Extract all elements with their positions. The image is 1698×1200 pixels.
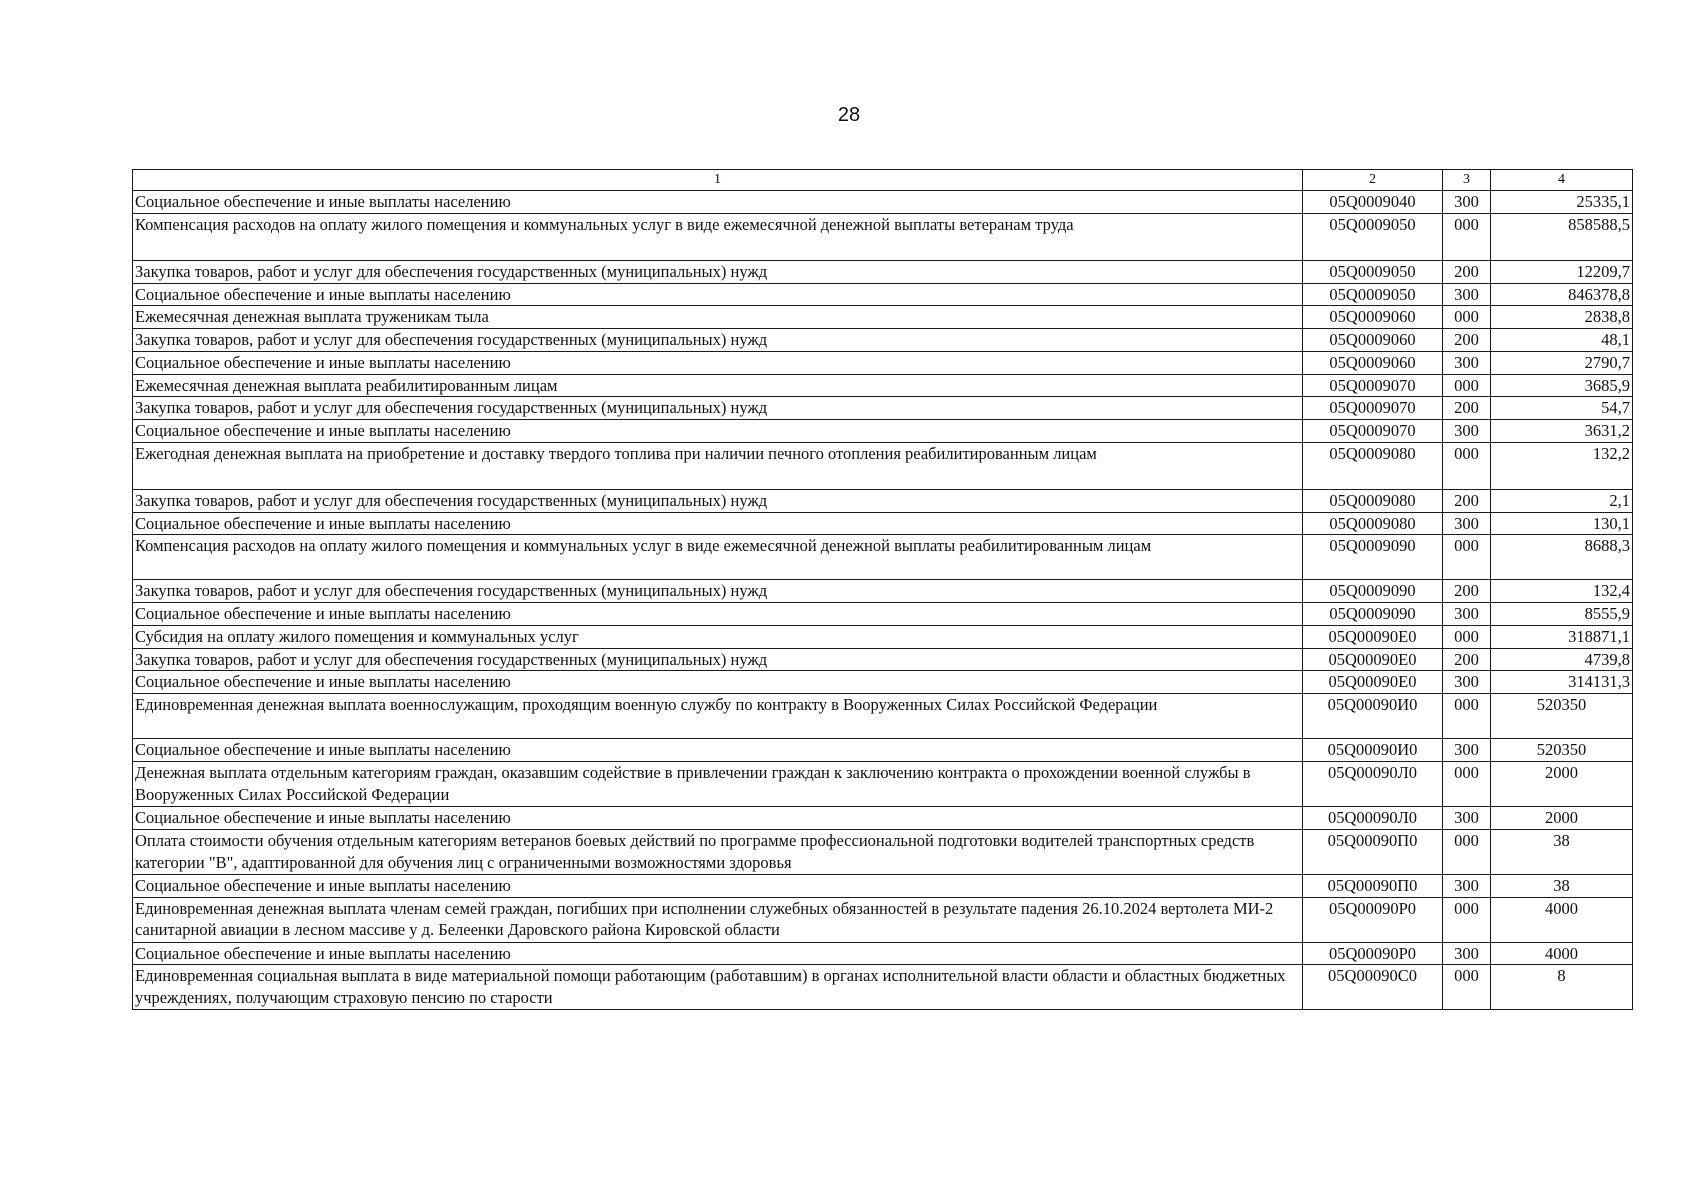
row-name: Социальное обеспечение и иные выплаты населению	[133, 739, 1303, 762]
table-row	[133, 442, 1633, 489]
table-row	[133, 648, 1633, 671]
row-sum: 54,7	[1491, 397, 1633, 420]
row-code: 05Q00090И0	[1303, 739, 1443, 762]
row-code: 05Q00090E0	[1303, 648, 1443, 671]
table-row	[133, 306, 1633, 329]
row-sum: 38	[1491, 829, 1633, 874]
row-code: 05Q0009060	[1303, 329, 1443, 352]
table-row	[133, 762, 1633, 807]
row-sum: 12209,7	[1491, 260, 1633, 283]
row-sum: 520350	[1491, 694, 1633, 739]
table-row	[133, 874, 1633, 897]
row-kind: 300	[1443, 420, 1491, 443]
row-kind: 300	[1443, 739, 1491, 762]
row-kind: 300	[1443, 191, 1491, 214]
row-name: Социальное обеспечение и иные выплаты населению	[133, 671, 1303, 694]
table-row	[133, 739, 1633, 762]
row-kind: 000	[1443, 442, 1491, 489]
row-kind: 200	[1443, 580, 1491, 603]
row-kind: 000	[1443, 694, 1491, 739]
row-kind: 000	[1443, 306, 1491, 329]
row-code: 05Q0009080	[1303, 512, 1443, 535]
row-kind: 300	[1443, 671, 1491, 694]
row-sum: 4000	[1491, 942, 1633, 965]
row-sum: 3685,9	[1491, 374, 1633, 397]
row-sum: 318871,1	[1491, 625, 1633, 648]
table-row	[133, 829, 1633, 874]
table-row	[133, 213, 1633, 260]
table-row	[133, 694, 1633, 739]
row-name: Социальное обеспечение и иные выплаты населению	[133, 283, 1303, 306]
row-code: 05Q00090Л0	[1303, 807, 1443, 830]
row-name: Социальное обеспечение и иные выплаты населению	[133, 942, 1303, 965]
row-code: 05Q0009090	[1303, 603, 1443, 626]
row-kind: 300	[1443, 874, 1491, 897]
table-row	[133, 260, 1633, 283]
row-code: 05Q0009070	[1303, 397, 1443, 420]
row-name: Единовременная денежная выплата членам семей граждан, погибших при исполнении служебных обязанностей в результате падения 26.10.2024 вертолета МИ-2 санитарной авиации в лесном массиве у д. Белеенки Даровского района Кировской области	[133, 897, 1303, 942]
row-sum: 3631,2	[1491, 420, 1633, 443]
table-row	[133, 671, 1633, 694]
table-row	[133, 420, 1633, 443]
row-kind: 300	[1443, 512, 1491, 535]
row-kind: 000	[1443, 535, 1491, 580]
row-code: 05Q0009060	[1303, 351, 1443, 374]
row-sum: 132,2	[1491, 442, 1633, 489]
row-sum: 314131,3	[1491, 671, 1633, 694]
row-code: 05Q0009050	[1303, 260, 1443, 283]
row-code: 05Q00090П0	[1303, 874, 1443, 897]
row-code: 05Q0009050	[1303, 283, 1443, 306]
row-sum: 846378,8	[1491, 283, 1633, 306]
column-header-sum: 4	[1491, 170, 1633, 191]
row-code: 05Q0009060	[1303, 306, 1443, 329]
row-sum: 2000	[1491, 762, 1633, 807]
table-row	[133, 603, 1633, 626]
table-row	[133, 351, 1633, 374]
row-sum: 8555,9	[1491, 603, 1633, 626]
row-name: Социальное обеспечение и иные выплаты населению	[133, 191, 1303, 214]
table-row	[133, 191, 1633, 214]
row-kind: 000	[1443, 897, 1491, 942]
row-kind: 000	[1443, 374, 1491, 397]
row-sum: 8	[1491, 965, 1633, 1010]
row-kind: 000	[1443, 213, 1491, 260]
table-row	[133, 535, 1633, 580]
table-row	[133, 329, 1633, 352]
row-name: Социальное обеспечение и иные выплаты населению	[133, 512, 1303, 535]
row-code: 05Q0009070	[1303, 420, 1443, 443]
row-sum: 48,1	[1491, 329, 1633, 352]
row-code: 05Q00090И0	[1303, 694, 1443, 739]
page-number: 28	[837, 104, 861, 126]
row-sum: 2790,7	[1491, 351, 1633, 374]
row-code: 05Q00090P0	[1303, 897, 1443, 942]
row-code: 05Q0009080	[1303, 489, 1443, 512]
row-code: 05Q00090П0	[1303, 829, 1443, 874]
row-kind: 300	[1443, 603, 1491, 626]
row-code: 05Q00090P0	[1303, 942, 1443, 965]
row-code: 05Q00090E0	[1303, 671, 1443, 694]
row-name: Закупка товаров, работ и услуг для обеспечения государственных (муниципальных) нужд	[133, 580, 1303, 603]
table-row	[133, 625, 1633, 648]
row-kind: 200	[1443, 329, 1491, 352]
row-name: Закупка товаров, работ и услуг для обеспечения государственных (муниципальных) нужд	[133, 260, 1303, 283]
budget-table	[132, 169, 1633, 1010]
row-code: 05Q0009090	[1303, 535, 1443, 580]
table-row	[133, 807, 1633, 830]
column-header-name: 1	[133, 170, 1303, 191]
row-kind: 200	[1443, 397, 1491, 420]
row-name: Оплата стоимости обучения отдельным категориям ветеранов боевых действий по программе профессиональной подготовки водителей транспортных средств категории "В", адаптированной для обучения лиц с ограниченными возможностями здоровья	[133, 829, 1303, 874]
row-sum: 25335,1	[1491, 191, 1633, 214]
row-kind: 200	[1443, 260, 1491, 283]
table-row	[133, 283, 1633, 306]
row-code: 05Q0009070	[1303, 374, 1443, 397]
table-header-row	[133, 170, 1633, 191]
table-row	[133, 397, 1633, 420]
row-sum: 520350	[1491, 739, 1633, 762]
table-row	[133, 580, 1633, 603]
row-name: Денежная выплата отдельным категориям граждан, оказавшим содействие в привлечении граждан к заключению контракта о прохождении военной службы в Вооруженных Силах Российской Федерации	[133, 762, 1303, 807]
table-row	[133, 489, 1633, 512]
row-sum: 4000	[1491, 897, 1633, 942]
row-sum: 132,4	[1491, 580, 1633, 603]
table-row	[133, 374, 1633, 397]
row-sum: 38	[1491, 874, 1633, 897]
row-code: 05Q0009040	[1303, 191, 1443, 214]
row-name: Социальное обеспечение и иные выплаты населению	[133, 420, 1303, 443]
row-name: Закупка товаров, работ и услуг для обеспечения государственных (муниципальных) нужд	[133, 329, 1303, 352]
row-sum: 2000	[1491, 807, 1633, 830]
table-row	[133, 512, 1633, 535]
table-row	[133, 965, 1633, 1010]
row-name: Единовременная денежная выплата военнослужащим, проходящим военную службу по контракту в Вооруженных Силах Российской Федерации	[133, 694, 1303, 739]
row-code: 05Q0009050	[1303, 213, 1443, 260]
row-sum: 130,1	[1491, 512, 1633, 535]
table-row	[133, 897, 1633, 942]
row-code: 05Q00090C0	[1303, 965, 1443, 1010]
row-kind: 300	[1443, 283, 1491, 306]
table-row	[133, 942, 1633, 965]
row-name: Компенсация расходов на оплату жилого помещения и коммунальных услуг в виде ежемесячной денежной выплаты реабилитированным лицам	[133, 535, 1303, 580]
row-kind: 000	[1443, 762, 1491, 807]
row-code: 05Q0009090	[1303, 580, 1443, 603]
row-code: 05Q00090E0	[1303, 625, 1443, 648]
row-name: Закупка товаров, работ и услуг для обеспечения государственных (муниципальных) нужд	[133, 397, 1303, 420]
row-kind: 000	[1443, 625, 1491, 648]
row-kind: 300	[1443, 351, 1491, 374]
row-name: Социальное обеспечение и иные выплаты населению	[133, 351, 1303, 374]
row-kind: 200	[1443, 648, 1491, 671]
row-kind: 000	[1443, 829, 1491, 874]
row-sum: 2838,8	[1491, 306, 1633, 329]
row-code: 05Q0009080	[1303, 442, 1443, 489]
row-name: Социальное обеспечение и иные выплаты населению	[133, 603, 1303, 626]
row-name: Закупка товаров, работ и услуг для обеспечения государственных (муниципальных) нужд	[133, 648, 1303, 671]
row-name: Социальное обеспечение и иные выплаты населению	[133, 807, 1303, 830]
row-sum: 8688,3	[1491, 535, 1633, 580]
column-header-code: 2	[1303, 170, 1443, 191]
row-kind: 000	[1443, 965, 1491, 1010]
row-name: Ежегодная денежная выплата на приобретение и доставку твердого топлива при наличии печного отопления реабилитированным лицам	[133, 442, 1303, 489]
row-kind: 300	[1443, 807, 1491, 830]
row-sum: 2,1	[1491, 489, 1633, 512]
row-name: Ежемесячная денежная выплата реабилитированным лицам	[133, 374, 1303, 397]
row-name: Ежемесячная денежная выплата труженикам тыла	[133, 306, 1303, 329]
row-code: 05Q00090Л0	[1303, 762, 1443, 807]
row-name: Социальное обеспечение и иные выплаты населению	[133, 874, 1303, 897]
row-kind: 200	[1443, 489, 1491, 512]
column-header-kind: 3	[1443, 170, 1491, 191]
row-name: Единовременная социальная выплата в виде материальной помощи работающим (работавшим) в органах исполнительной власти области и областных бюджетных учреждениях, получающим страховую пенсию по старости	[133, 965, 1303, 1010]
row-sum: 858588,5	[1491, 213, 1633, 260]
row-name: Компенсация расходов на оплату жилого помещения и коммунальных услуг в виде ежемесячной денежной выплаты ветеранам труда	[133, 213, 1303, 260]
row-name: Закупка товаров, работ и услуг для обеспечения государственных (муниципальных) нужд	[133, 489, 1303, 512]
row-sum: 4739,8	[1491, 648, 1633, 671]
row-name: Субсидия на оплату жилого помещения и коммунальных услуг	[133, 625, 1303, 648]
row-kind: 300	[1443, 942, 1491, 965]
